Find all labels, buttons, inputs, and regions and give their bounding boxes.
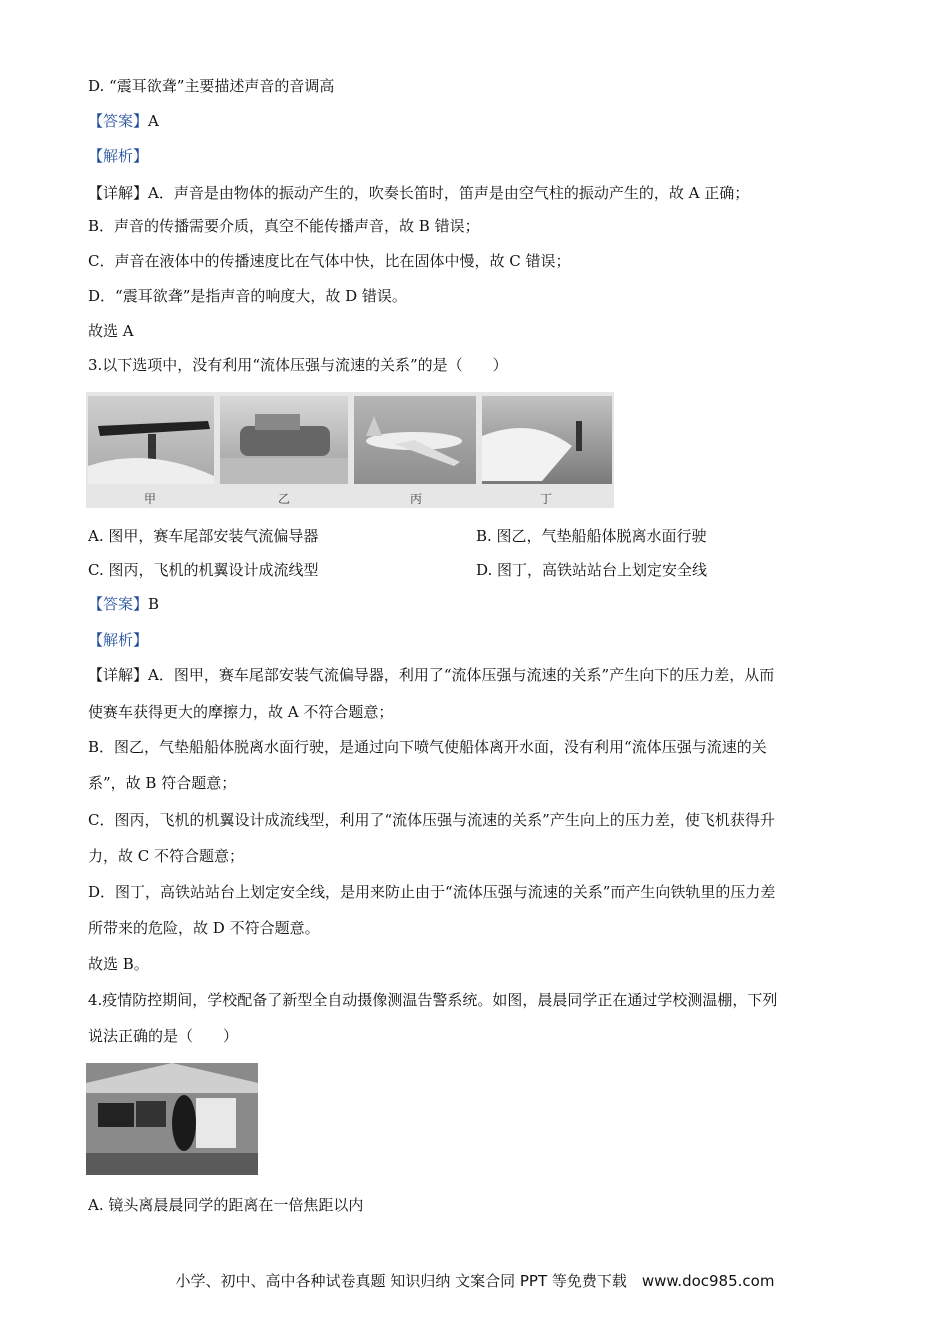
detail-line-a — [88, 183, 749, 203]
detail-line-d: D．“震耳欲聋”是指声音的响度大，故 D 错误。 — [88, 287, 407, 305]
detail-text: A．声音是由物体的振动产生的，吹奏长笛时，笛声是由空气柱的振动产生的，故 A 正确； — [148, 184, 750, 202]
q3-option-c: C. 图丙，飞机的机翼设计成流线型 — [88, 561, 319, 579]
label-bing: 丙 — [410, 492, 423, 506]
label-jia: 甲 — [144, 492, 157, 506]
question-4-photo — [86, 1063, 258, 1175]
q3-option-a: A. 图甲，赛车尾部安装气流偏导器 — [88, 527, 319, 545]
explain-a-1 — [88, 665, 774, 685]
photo-race-car — [88, 396, 214, 484]
answer-tag: 【答案】 — [88, 595, 149, 613]
hovercraft-illustration — [220, 396, 348, 484]
answer-line-2 — [88, 594, 159, 614]
detail-line-b: B．声音的传播需要介质，真空不能传播声音，故 B 错误； — [88, 217, 480, 235]
explain-c-2: 力，故 C 不符合题意； — [88, 847, 245, 865]
answer-line-1 — [88, 111, 159, 131]
explain-b-2: 系”，故 B 符合题意； — [88, 774, 237, 792]
train-illustration — [482, 396, 612, 484]
detail-tag: 【详解】 — [88, 666, 149, 684]
question-3-photo-strip — [86, 392, 614, 508]
race-car-illustration — [88, 396, 214, 484]
photo-airplane — [354, 396, 476, 484]
question-3: 3.以下选项中，没有利用“流体压强与流速的关系”的是（ ） — [88, 356, 508, 374]
temperature-tent-illustration — [86, 1063, 258, 1175]
q4-option-a: A. 镜头离晨晨同学的距离在一倍焦距以内 — [88, 1196, 364, 1214]
conclusion-1: 故选 A — [88, 322, 134, 340]
photo-hovercraft — [220, 396, 348, 484]
q3-option-d: D. 图丁，高铁站站台上划定安全线 — [476, 561, 708, 579]
explain-a-2: 使赛车获得更大的摩擦力，故 A 不符合题意； — [88, 703, 394, 721]
label-yi: 乙 — [278, 492, 291, 506]
detail-tag: 【详解】 — [88, 184, 149, 202]
detail-line-c: C．声音在液体中的传播速度比在气体中快，比在固体中慢，故 C 错误； — [88, 252, 571, 270]
explain-c-1: C．图丙，飞机的机翼设计成流线型，利用了“流体压强与流速的关系”产生向上的压力差，使飞机获得升 — [88, 811, 775, 829]
option-d-text: D. “震耳欲聋”主要描述声音的音调高 — [88, 77, 335, 95]
analysis-tag-2: 【解析】 — [88, 631, 149, 649]
explain-d-1: D．图丁，高铁站站台上划定安全线，是用来防止由于“流体压强与流速的关系”而产生向铁轨里的压力差 — [88, 883, 776, 901]
page-footer: 小学、初中、高中各种试卷真题 知识归纳 文案合同 PPT 等免费下载 www.doc985.com — [175, 1272, 775, 1290]
detail-text: A．图甲，赛车尾部安装气流偏导器，利用了“流体压强与流速的关系”产生向下的压力差，从而 — [148, 666, 775, 684]
answer-tag: 【答案】 — [88, 112, 149, 130]
q3-option-b: B. 图乙，气垫船船体脱离水面行驶 — [476, 527, 707, 545]
conclusion-2: 故选 B。 — [88, 955, 149, 973]
explain-d-2: 所带来的危险，故 D 不符合题意。 — [88, 919, 320, 937]
label-ding: 丁 — [540, 492, 553, 506]
answer-value: A — [148, 112, 159, 130]
question-4-line-1: 4.疫情防控期间，学校配备了新型全自动摄像测温告警系统。如图，晨晨同学正在通过学校测温棚，下列 — [88, 991, 778, 1009]
answer-value: B — [148, 595, 160, 613]
airplane-illustration — [354, 396, 476, 484]
photo-high-speed-train — [482, 396, 612, 484]
explain-b-1: B．图乙，气垫船船体脱离水面行驶，是通过向下喷气使船体离开水面，没有利用“流体压强与流速的关 — [88, 738, 767, 756]
question-4-line-2: 说法正确的是（ ） — [88, 1027, 239, 1045]
analysis-tag-1: 【解析】 — [88, 147, 149, 165]
